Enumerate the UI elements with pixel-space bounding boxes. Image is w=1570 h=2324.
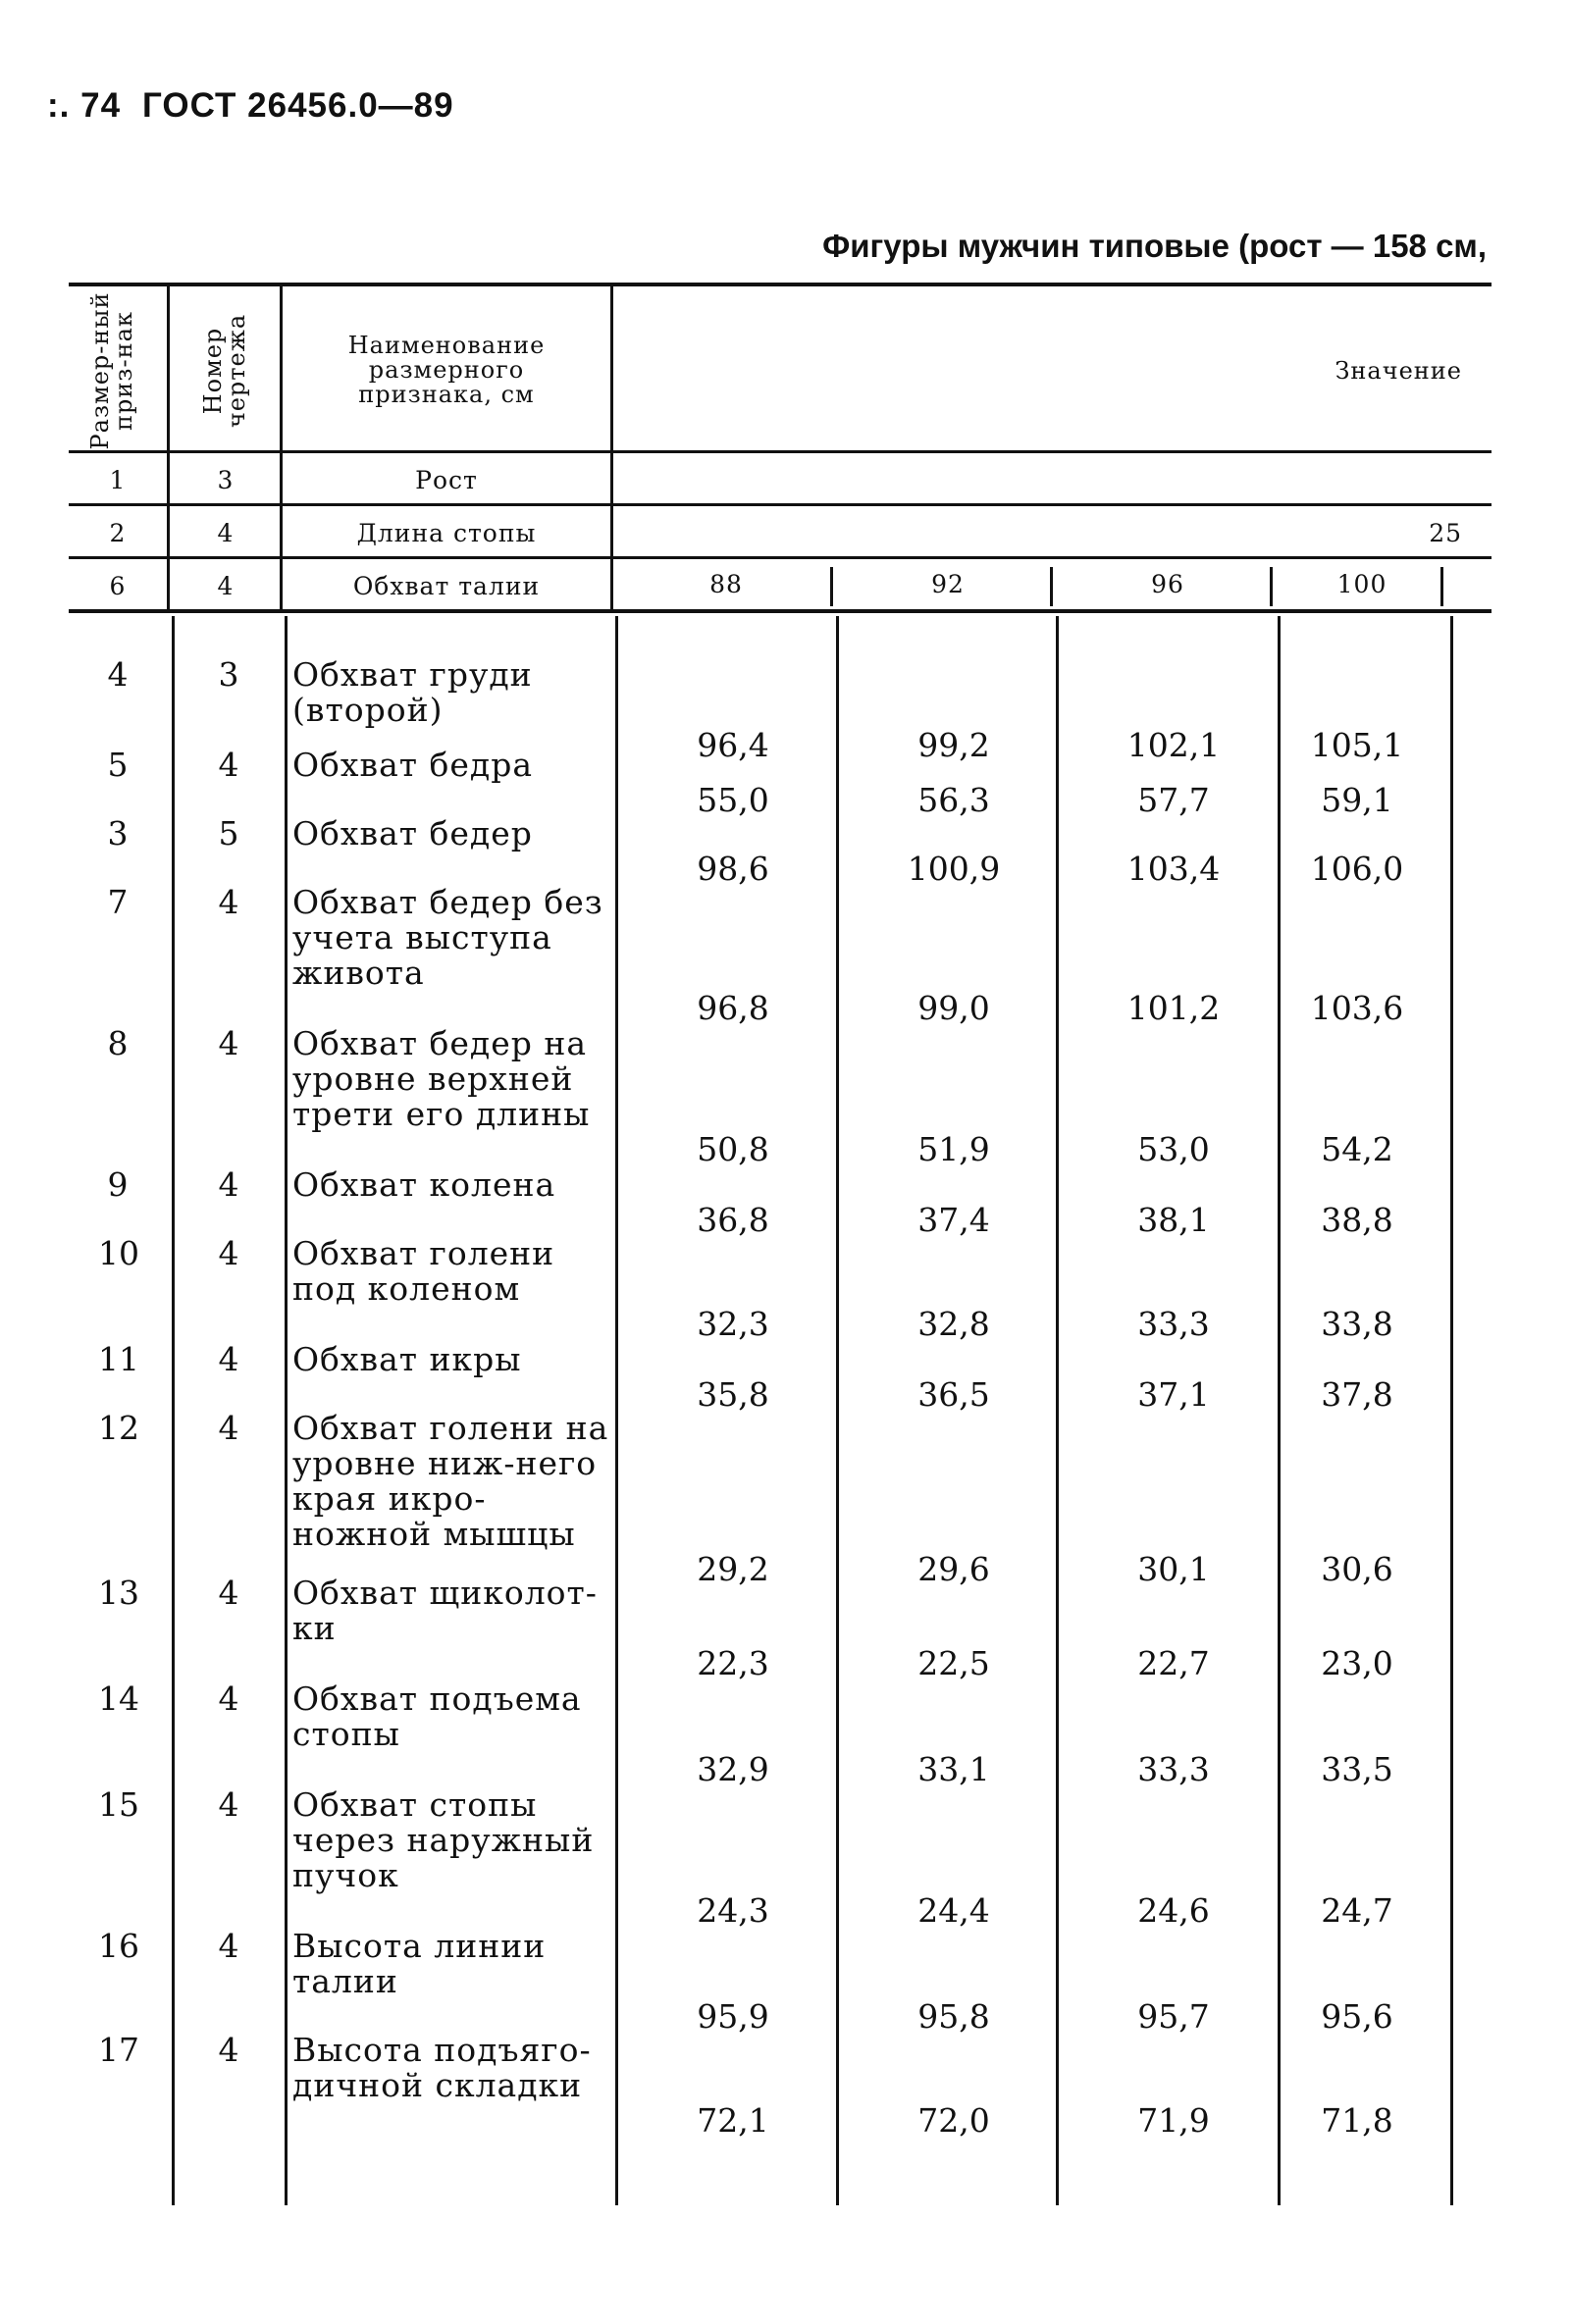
body-vrule-7 [1450,616,1453,2205]
vrule-2 [280,283,283,609]
row-value: 38,1 [1137,1201,1210,1239]
row-number: 10 [98,1234,139,1272]
row-value: 33,5 [1321,1750,1393,1788]
row-foot-drawing: 4 [217,519,235,547]
row-number: 11 [98,1340,139,1378]
row-value: 30,6 [1321,1550,1393,1588]
row-drawing: 4 [218,1024,239,1062]
row-value: 95,6 [1321,1997,1393,2036]
row-number: 7 [107,883,129,921]
row-height-drawing: 3 [217,466,235,494]
page-number: :. 74 [47,86,122,125]
row-waist-value-4: 100 [1336,570,1387,598]
row-number: 5 [107,746,129,784]
row-name: Обхват груди (второй) [292,655,533,729]
row-value: 33,3 [1137,1750,1210,1788]
body-vrule-4 [836,616,839,2205]
row-drawing: 4 [218,1165,239,1204]
row-number: 8 [107,1024,129,1062]
row-waist-value-3: 96 [1151,570,1184,598]
measurements-table [69,283,1492,2205]
row-name: Высота подъяго-дичной складки [292,2031,592,2104]
row-foot-value: 25 [1429,519,1462,547]
row-name: Обхват подъема стопы [292,1679,582,1753]
row-value: 24,7 [1321,1891,1393,1930]
row-value: 29,2 [697,1550,769,1588]
row-height-num: 1 [109,466,127,494]
row-value: 32,3 [697,1305,769,1343]
column-header-size-feature: Размер-ный приз-нак [86,291,137,450]
row-value: 22,3 [697,1644,769,1682]
row-value: 71,9 [1137,2101,1210,2140]
row-drawing: 5 [218,814,239,852]
row-foot-name: Длина стопы [356,519,537,547]
row-value: 101,2 [1126,989,1221,1027]
standard-title: ГОСТ 26456.0—89 [142,86,454,125]
row-waist-value-1: 88 [709,570,743,598]
row-value: 35,8 [697,1375,769,1414]
row-value: 72,1 [697,2101,769,2140]
body-vrule-2 [285,616,288,2205]
row-value: 24,3 [697,1891,769,1930]
row-value: 99,0 [917,989,990,1027]
row-value: 55,0 [697,781,769,819]
row-drawing: 3 [218,655,239,694]
row-value: 96,8 [697,989,769,1027]
row-number: 3 [107,814,129,852]
row-drawing: 4 [218,1927,239,1965]
row-name: Обхват бедер на уровне верхней трети его длины [292,1024,591,1133]
row-value: 22,7 [1137,1644,1210,1682]
row-value: 37,8 [1321,1375,1393,1414]
row-number: 9 [107,1165,129,1204]
row-value: 54,2 [1321,1130,1393,1168]
row-number: 4 [107,655,129,694]
body-vrule-1 [172,616,175,2205]
row-height-name: Рост [415,466,478,494]
row-value: 24,4 [917,1891,990,1930]
row-number: 13 [98,1574,139,1612]
row-waist-value-2: 92 [931,570,965,598]
row-drawing: 4 [218,746,239,784]
row-value: 22,5 [917,1644,990,1682]
table-caption: Фигуры мужчин типовые (рост — 158 см, [822,228,1487,264]
row-value: 33,3 [1137,1305,1210,1343]
row-drawing: 4 [218,2031,239,2069]
row-value: 53,0 [1137,1130,1210,1168]
rule-row3 [69,609,1492,613]
row-value: 29,6 [917,1550,990,1588]
row-drawing: 4 [218,883,239,921]
row-number: 17 [98,2031,139,2069]
row-drawing: 4 [218,1574,239,1612]
row-drawing: 4 [218,1785,239,1824]
row-drawing: 4 [218,1409,239,1447]
column-header-drawing: Номер чертежа [199,313,250,429]
row-name: Обхват бедер без учета выступа живота [292,883,603,992]
row-number: 15 [98,1785,139,1824]
row-value: 102,1 [1126,726,1221,764]
row-value: 95,7 [1137,1997,1210,2036]
row-drawing: 4 [218,1234,239,1272]
row-name: Обхват щиколот-ки [292,1574,598,1647]
row-value: 95,8 [917,1997,990,2036]
row-value: 95,9 [697,1997,769,2036]
row-value: 99,2 [917,726,990,764]
row-waist-drawing: 4 [217,572,235,600]
column-header-name: Наименование размерного признака, см [347,332,546,409]
column-header-value: Значение [1334,357,1462,385]
row-name: Обхват голени на уровне ниж-него края икро-ножной мышцы [292,1409,609,1553]
body-vrule-5 [1056,616,1059,2205]
page-header [47,86,476,126]
body-vrule-6 [1278,616,1281,2205]
row-value: 24,6 [1137,1891,1210,1930]
row-waist-name: Обхват талии [352,572,541,600]
row-value: 36,5 [917,1375,990,1414]
row-value: 36,8 [697,1201,769,1239]
row-name: Обхват бедер [292,814,533,852]
row-drawing: 4 [218,1340,239,1378]
row-value: 56,3 [917,781,990,819]
row-value: 37,4 [917,1201,990,1239]
row-name: Высота линии талии [292,1927,547,2000]
row-value: 23,0 [1321,1644,1393,1682]
row-value: 33,8 [1321,1305,1393,1343]
row-value: 103,4 [1126,850,1221,888]
row-value: 103,6 [1310,989,1404,1027]
vrule-3 [610,283,613,609]
vrule-v4 [1440,567,1443,606]
row-value: 32,8 [917,1305,990,1343]
row-number: 14 [98,1679,139,1718]
row-value: 51,9 [917,1130,990,1168]
row-value: 72,0 [917,2101,990,2140]
row-value: 37,1 [1137,1375,1210,1414]
vrule-1 [167,283,170,609]
row-number: 12 [98,1409,139,1447]
row-name: Обхват стопы через наружный пучок [292,1785,595,1894]
row-waist-num: 6 [109,572,127,600]
vrule-v3 [1270,567,1273,606]
row-value: 59,1 [1321,781,1393,819]
row-value: 33,1 [917,1750,990,1788]
row-value: 96,4 [697,726,769,764]
row-name: Обхват бедра [292,746,534,784]
row-value: 106,0 [1310,850,1404,888]
row-number: 16 [98,1927,139,1965]
row-value: 30,1 [1137,1550,1210,1588]
row-value: 57,7 [1137,781,1210,819]
row-value: 98,6 [697,850,769,888]
row-name: Обхват голени под коленом [292,1234,555,1308]
row-name: Обхват колена [292,1165,556,1204]
row-value: 105,1 [1310,726,1404,764]
row-value: 100,9 [907,850,1001,888]
row-drawing: 4 [218,1679,239,1718]
vrule-v1 [830,567,833,606]
row-value: 50,8 [697,1130,769,1168]
row-value: 38,8 [1321,1201,1393,1239]
row-foot-num: 2 [109,519,127,547]
row-value: 71,8 [1321,2101,1393,2140]
vrule-v2 [1050,567,1053,606]
row-value: 32,9 [697,1750,769,1788]
row-name: Обхват икры [292,1340,522,1378]
